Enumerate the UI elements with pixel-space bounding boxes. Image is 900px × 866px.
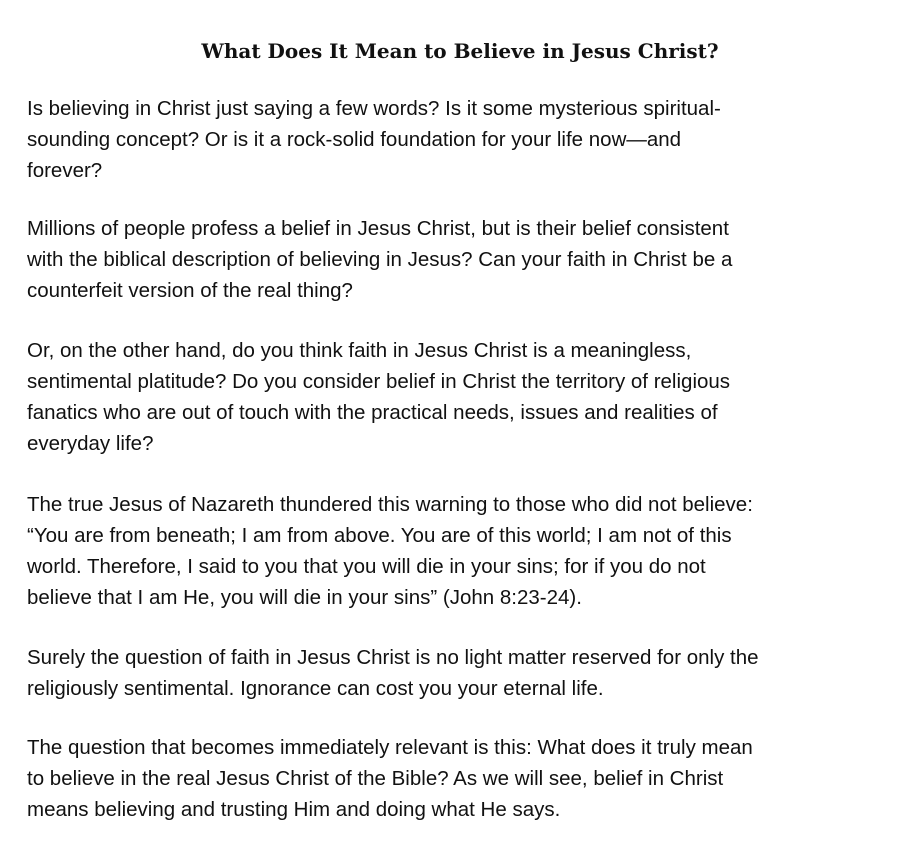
paragraph-1 bbox=[27, 93, 887, 186]
paragraph-4 bbox=[27, 489, 887, 613]
paragraph-line: The true Jesus of Nazareth thundered this warning to those who did not believe: bbox=[27, 493, 753, 516]
paragraph-line: Surely the question of faith in Jesus Christ is no light matter reserved for only the bbox=[27, 646, 759, 669]
paragraph-line: to believe in the real Jesus Christ of the Bible? As we will see, belief in Christ bbox=[27, 767, 724, 790]
paragraph-line: Millions of people profess a belief in Jesus Christ, but is their belief consistent bbox=[27, 217, 729, 240]
paragraph-line: The question that becomes immediately relevant is this: What does it truly mean bbox=[27, 736, 753, 759]
document-title: What Does It Mean to Believe in Jesus Christ? bbox=[201, 39, 719, 63]
paragraph-line: everyday life? bbox=[27, 432, 154, 455]
paragraph-line: sentimental platitude? Do you consider belief in Christ the territory of religious bbox=[27, 370, 731, 393]
paragraph-line: forever? bbox=[27, 159, 103, 182]
paragraph-3 bbox=[27, 335, 887, 459]
paragraph-2 bbox=[27, 213, 887, 306]
paragraph-5 bbox=[27, 642, 887, 704]
paragraph-line: world. Therefore, I said to you that you will die in your sins; for if you do not bbox=[27, 555, 706, 578]
paragraph-line: Or, on the other hand, do you think faith in Jesus Christ is a meaningless, bbox=[27, 339, 692, 362]
paragraph-line: sounding concept? Or is it a rock-solid foundation for your life now—and bbox=[27, 128, 682, 151]
paragraph-line: religiously sentimental. Ignorance can cost you your eternal life. bbox=[27, 677, 604, 700]
paragraph-line: with the biblical description of believing in Jesus? Can your faith in Christ be a bbox=[27, 248, 733, 271]
paragraph-line: “You are from beneath; I am from above. You are of this world; I am not of this bbox=[27, 524, 732, 547]
paragraph-6 bbox=[27, 732, 887, 825]
paragraph-line: means believing and trusting Him and doing what He says. bbox=[27, 798, 561, 821]
paragraph-line: fanatics who are out of touch with the practical needs, issues and realities of bbox=[27, 401, 718, 424]
paragraph-line: Is believing in Christ just saying a few words? Is it some mysterious spiritual- bbox=[27, 97, 721, 120]
paragraph-line: counterfeit version of the real thing? bbox=[27, 279, 353, 302]
paragraph-line: believe that I am He, you will die in your sins” (John 8:23-24). bbox=[27, 586, 582, 609]
